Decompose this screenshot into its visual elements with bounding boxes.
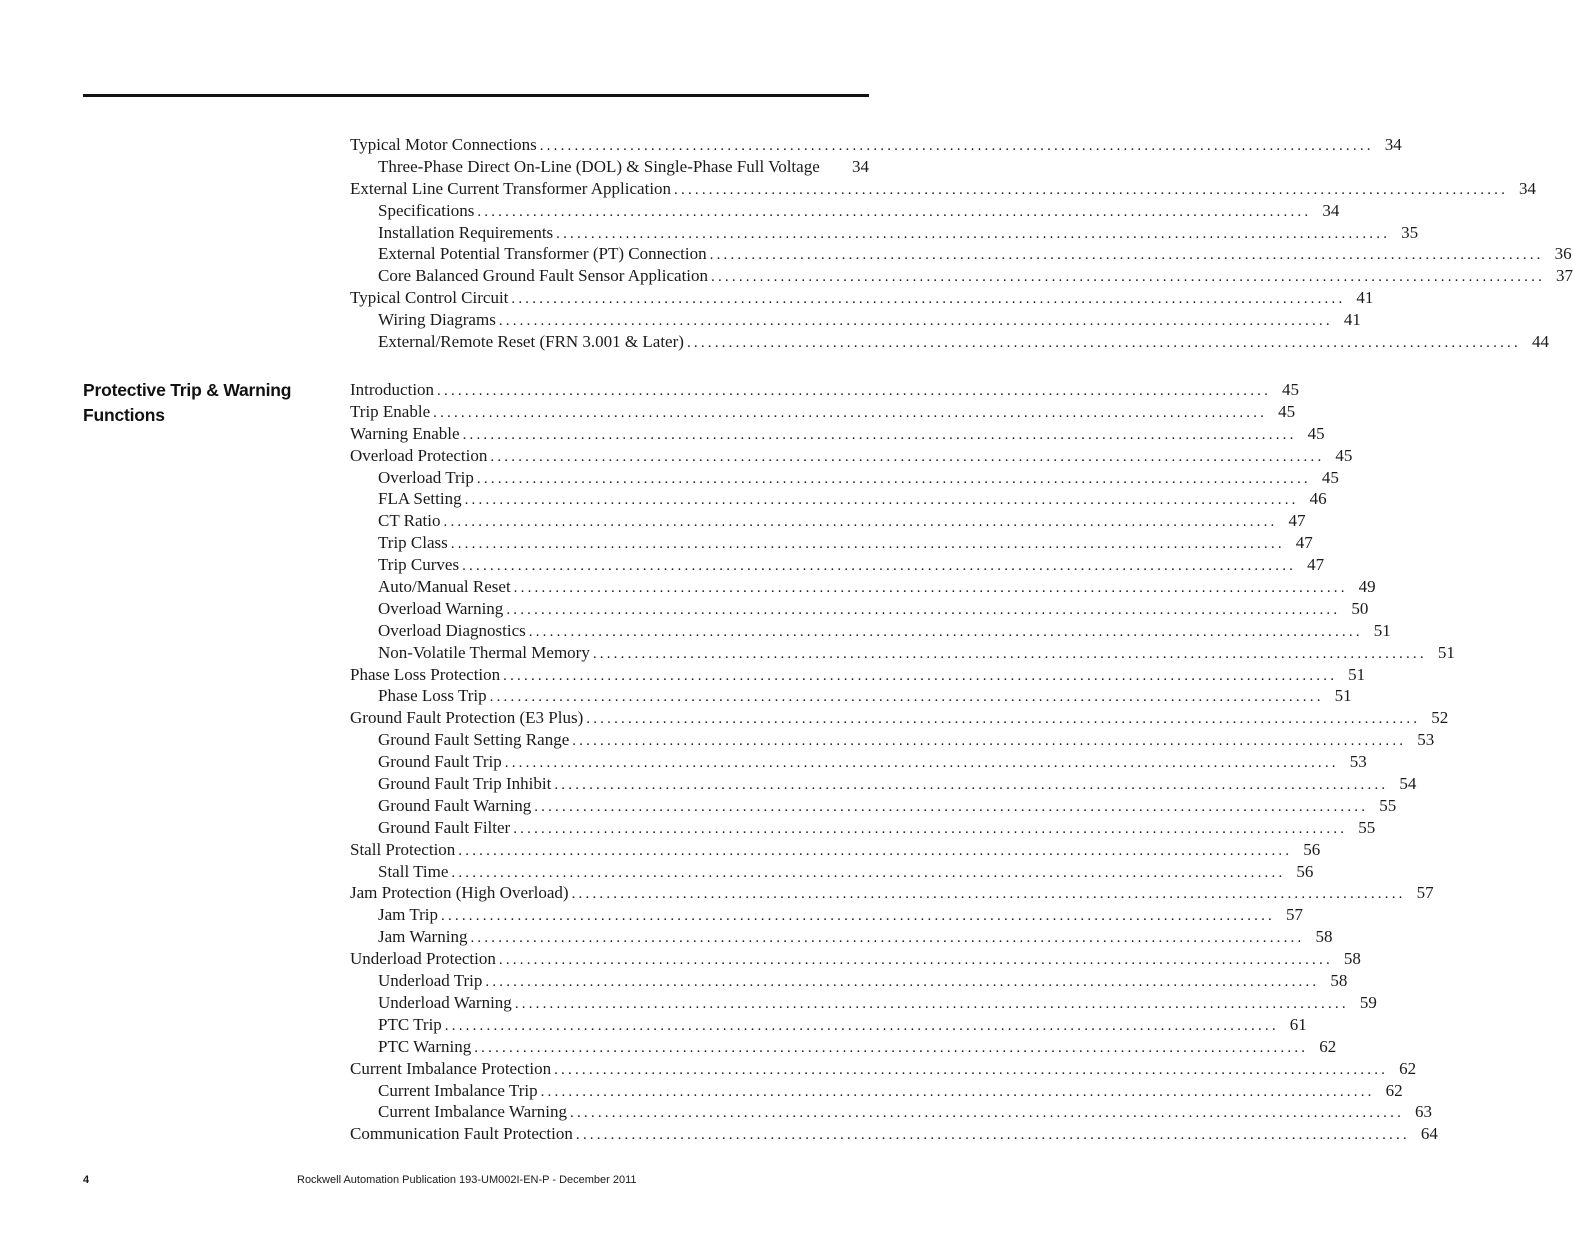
toc-dot-leader: ........................................................................................................................ (458, 842, 1293, 859)
toc-entry[interactable] (350, 685, 1352, 707)
toc-entry-page: 58 (1343, 949, 1361, 969)
toc-entry[interactable] (350, 839, 1321, 861)
toc-entry[interactable] (350, 1036, 1337, 1058)
toc-entry-page: 62 (1385, 1080, 1403, 1100)
toc-entry[interactable] (350, 795, 1397, 817)
toc-entry[interactable] (350, 1058, 1417, 1080)
toc-entry[interactable] (350, 156, 869, 178)
toc-dot-leader: ........................................................................................................................ (477, 203, 1312, 220)
toc-entry-page: 57 (1416, 883, 1434, 903)
toc-dot-leader: ........................................................................................................................ (674, 181, 1509, 198)
toc-entry-page: 34 (1384, 135, 1402, 154)
toc-entry-title: Underload Trip (378, 971, 483, 991)
toc-dot-leader: ........................................................................................................................ (554, 777, 1389, 794)
toc-dot-leader: ........................................................................................................................ (514, 995, 1349, 1012)
toc-entry-page: 55 (1358, 817, 1376, 837)
toc-dot-leader: ........................................................................................................................ (586, 711, 1421, 728)
toc-entry-title: Stall Time (378, 861, 449, 881)
toc-dot-leader: ........................................................................................................................ (450, 536, 1285, 553)
toc-entry-page: 57 (1286, 905, 1303, 925)
toc-entry[interactable] (350, 1123, 1438, 1145)
toc-entry-title: Auto/Manual Reset (378, 577, 511, 597)
toc-entry-title: Trip Class (378, 533, 448, 553)
toc-entry-title: Jam Warning (378, 927, 468, 947)
toc-entry-title: PTC Trip (378, 1014, 442, 1034)
toc-entry-page: 62 (1319, 1036, 1337, 1056)
toc-entry-page: 64 (1420, 1124, 1438, 1144)
toc-dot-leader: ........................................................................................................................ (554, 1061, 1389, 1078)
toc-entry-title: Typical Motor Connections (350, 135, 537, 154)
toc-entry[interactable] (350, 1014, 1307, 1036)
toc-entry-page: 51 (1334, 686, 1352, 706)
toc-entry[interactable] (350, 309, 1361, 331)
toc-entry-title: Underload Warning (378, 992, 512, 1012)
toc-entry-title: Core Balanced Ground Fault Sensor Application (378, 266, 709, 286)
toc-entry-page: 56 (1296, 861, 1314, 881)
toc-entry-title: Jam Trip (378, 905, 438, 925)
toc-entry[interactable] (350, 510, 1306, 532)
toc-entry-page: 59 (1359, 992, 1377, 1012)
header-rule (83, 94, 869, 97)
footer-publication: Rockwell Automation Publication 193-UM002I-EN-P - December 2011 (297, 1174, 637, 1186)
toc-dot-leader: ........................................................................................................................ (503, 667, 1338, 684)
toc-entry-title: Current Imbalance Trip (378, 1080, 538, 1100)
toc-entry-title: Typical Control Circuit (350, 288, 509, 308)
toc-entry-page: 50 (1351, 598, 1369, 618)
toc-entry[interactable] (350, 134, 1402, 156)
toc-dot-leader: ........................................................................................................................ (433, 404, 1268, 421)
toc-dot-leader: ........................................................................................................................ (504, 755, 1339, 772)
toc-entry-page: 63 (1415, 1102, 1433, 1122)
toc-entry-title: Trip Enable (350, 401, 431, 421)
toc-entry[interactable] (350, 287, 1374, 309)
toc-entry[interactable] (350, 1101, 1433, 1123)
toc-entry-page: 53 (1349, 752, 1367, 772)
toc-entry-page: 61 (1289, 1014, 1307, 1034)
toc-entry[interactable] (350, 576, 1376, 598)
toc-entry-title: Current Imbalance Protection (350, 1058, 552, 1078)
toc-entry-title: External Line Current Transformer Application (350, 178, 672, 198)
toc-entry-page: 58 (1330, 971, 1348, 991)
toc-entry-title: PTC Warning (378, 1036, 472, 1056)
toc-dot-leader: ........................................................................................................................ (474, 1039, 1309, 1056)
toc-dot-leader: ........................................................................................................................ (511, 291, 1346, 308)
toc-dot-leader: ........................................................................................................................ (528, 623, 1363, 640)
toc-entry-page: 49 (1358, 577, 1376, 597)
section-heading-protective-trip: Protective Trip & Warning Functions (83, 380, 292, 425)
toc-entry-page: 51 (1437, 642, 1455, 662)
toc-entry[interactable] (350, 488, 1327, 510)
toc-entry[interactable] (350, 445, 1353, 467)
toc-entry-title: Wiring Diagrams (378, 310, 496, 330)
toc-entry[interactable] (350, 861, 1314, 883)
toc-entry[interactable] (350, 423, 1325, 445)
toc-entry-title: Overload Diagnostics (378, 620, 526, 640)
toc-dot-leader: ........................................................................................................................ (540, 1083, 1375, 1100)
toc-entry[interactable] (350, 707, 1449, 729)
toc-entry-page: 51 (1348, 664, 1366, 684)
toc-entry-title: Jam Protection (High Overload) (350, 883, 569, 903)
toc-entry-page: 37 (1556, 266, 1573, 286)
toc-dot-leader: ........................................................................................................................ (451, 864, 1286, 881)
toc-entry-title: Non-Volatile Thermal Memory (378, 642, 590, 662)
toc-entry-page: 45 (1321, 467, 1339, 487)
toc-entry-title: Ground Fault Warning (378, 795, 532, 815)
toc-entry-title: Introduction (350, 380, 435, 399)
toc-dot-leader: ........................................................................................................................ (556, 225, 1391, 242)
toc-entry-title: Ground Fault Trip (378, 752, 502, 772)
toc-entry[interactable] (350, 642, 1455, 664)
toc-entry-title: Current Imbalance Warning (378, 1102, 568, 1122)
toc-entry-title: Ground Fault Setting Range (378, 730, 570, 750)
toc-dot-leader: ........................................................................................................................ (539, 138, 1374, 154)
toc-entry[interactable] (350, 970, 1348, 992)
toc-entry-page: 45 (1282, 380, 1300, 399)
toc-entry-title: CT Ratio (378, 511, 441, 531)
toc-entry[interactable] (350, 882, 1434, 904)
toc-dot-leader: ........................................................................................................................ (570, 1105, 1405, 1122)
toc-entry[interactable] (350, 904, 1303, 926)
toc-entry-title: External/Remote Reset (FRN 3.001 & Later) (378, 332, 684, 352)
toc-entry[interactable] (350, 664, 1366, 686)
toc-dot-leader: ........................................................................................................................ (575, 1127, 1410, 1144)
toc-entry[interactable] (350, 200, 1340, 222)
toc-entry[interactable] (350, 817, 1376, 839)
toc-entry-title: Three-Phase Direct On-Line (DOL) & Single-Phase Full Voltage (378, 156, 820, 176)
toc-entry-title: External Potential Transformer (PT) Connection (378, 244, 707, 264)
toc-entry-page: 47 (1295, 533, 1313, 553)
toc-dot-leader: ........................................................................................................................ (464, 492, 1299, 509)
toc-entry-page: 47 (1288, 511, 1306, 531)
toc-dot-leader: ........................................................................................................................ (513, 820, 1348, 837)
toc-entry-title: Installation Requirements (378, 222, 554, 242)
toc-entry-page: 62 (1399, 1058, 1417, 1078)
toc-entry[interactable] (350, 178, 1537, 200)
toc-entry[interactable] (350, 467, 1339, 489)
toc-entry[interactable] (350, 379, 1300, 401)
toc-entry[interactable] (350, 992, 1377, 1014)
toc-dot-leader: ........................................................................................................................ (711, 269, 1546, 286)
toc-entry-title: Ground Fault Protection (E3 Plus) (350, 708, 584, 728)
toc-entry-title: Overload Warning (378, 598, 504, 618)
toc-entry-title: Phase Loss Protection (350, 664, 501, 684)
toc-dot-leader: ........................................................................................................................ (490, 448, 1325, 465)
toc-entry-page: 45 (1278, 401, 1296, 421)
toc-entry[interactable] (350, 331, 1549, 353)
toc-dot-leader: ........................................................................................................................ (462, 426, 1297, 443)
toc-entry-page: 41 (1356, 288, 1374, 308)
toc-entry-page: 52 (1431, 708, 1449, 728)
toc-entry-page: 35 (1401, 222, 1419, 242)
toc-dot-leader: ........................................................................................................................ (686, 335, 1521, 352)
toc-entry[interactable] (350, 926, 1333, 948)
toc-entry-page: 55 (1379, 795, 1397, 815)
toc-entry-page: 45 (1307, 423, 1325, 443)
toc-entry-page: 41 (1343, 310, 1361, 330)
toc-dot-leader: ........................................................................................................................ (513, 580, 1348, 597)
toc-dot-leader: ........................................................................................................................ (498, 313, 1333, 330)
toc-entry-page: 45 (1335, 445, 1353, 465)
toc-entry[interactable] (350, 1080, 1403, 1102)
toc-dot-leader: ........................................................................................................................ (534, 798, 1369, 815)
toc-dot-leader: ........................................................................................................................ (470, 930, 1305, 947)
toc-dot-leader: ........................................................................................................................ (498, 952, 1333, 969)
toc-entry-title: FLA Setting (378, 489, 462, 509)
toc-entry-title: Trip Curves (378, 555, 460, 575)
toc-entry-page: 46 (1309, 489, 1327, 509)
toc-entry[interactable] (350, 265, 1573, 287)
toc-dot-leader: ........................................................................................................................ (444, 1017, 1279, 1034)
toc-entry-page: 53 (1417, 730, 1435, 750)
toc-entry-page: 34 (1322, 200, 1340, 220)
toc-dot-leader: ........................................................................................................................ (709, 247, 1544, 264)
toc-entry[interactable] (350, 243, 1572, 265)
toc-dot-leader: ........................................................................................................................ (571, 886, 1406, 903)
toc-wiring-list (350, 134, 1573, 353)
toc-entry-title: Phase Loss Trip (378, 686, 487, 706)
toc-dot-leader: ........................................................................................................................ (506, 601, 1341, 618)
toc-entry[interactable] (350, 554, 1325, 576)
toc-entry-title: Underload Protection (350, 949, 496, 969)
toc-dot-leader: ........................................................................................................................ (441, 908, 1275, 925)
toc-entry-title: Specifications (378, 200, 475, 220)
toc-entry-title: Communication Fault Protection (350, 1124, 573, 1144)
toc-dot-leader: ........................................................................................................................ (485, 974, 1320, 991)
toc-dot-leader: ........................................................................................................................ (489, 689, 1324, 706)
toc-entry[interactable] (350, 598, 1369, 620)
footer-page-number: 4 (83, 1174, 90, 1186)
toc-entry-title: Ground Fault Trip Inhibit (378, 774, 552, 794)
toc-entry-page: 58 (1315, 927, 1333, 947)
toc-entry-page: 34 (852, 156, 869, 176)
toc-entry-page: 44 (1531, 332, 1549, 352)
toc-entry[interactable] (350, 620, 1391, 642)
toc-dot-leader: ........................................................................................................................ (572, 733, 1407, 750)
toc-entry-page: 51 (1373, 620, 1391, 640)
toc-protective-list (350, 379, 1455, 1145)
toc-dot-leader: ........................................................................................................................ (443, 514, 1278, 531)
toc-entry[interactable] (350, 401, 1296, 423)
toc-entry[interactable] (350, 948, 1361, 970)
toc-entry-title: Ground Fault Filter (378, 817, 511, 837)
toc-entry[interactable] (350, 222, 1419, 244)
toc-entry-title: Stall Protection (350, 839, 456, 859)
toc-entry-page: 54 (1399, 774, 1417, 794)
toc-entry[interactable] (350, 751, 1367, 773)
toc-dot-leader: ........................................................................................................................ (437, 383, 1272, 399)
toc-entry-page: 56 (1303, 839, 1321, 859)
toc-dot-leader: ........................................................................................................................ (462, 558, 1297, 575)
toc-dot-leader: ........................................................................................................................ (592, 645, 1427, 662)
toc-entry-page: 36 (1554, 244, 1572, 264)
toc-entry[interactable] (350, 532, 1313, 554)
toc-entry-title: Warning Enable (350, 423, 460, 443)
toc-entry-page: 47 (1307, 555, 1325, 575)
toc-entry[interactable] (350, 773, 1417, 795)
toc-entry-title: Overload Trip (378, 467, 474, 487)
toc-entry[interactable] (350, 729, 1435, 751)
toc-entry-title: Overload Protection (350, 445, 488, 465)
toc-dot-leader: ........................................................................................................................ (476, 470, 1311, 487)
toc-entry-page: 34 (1519, 178, 1537, 198)
